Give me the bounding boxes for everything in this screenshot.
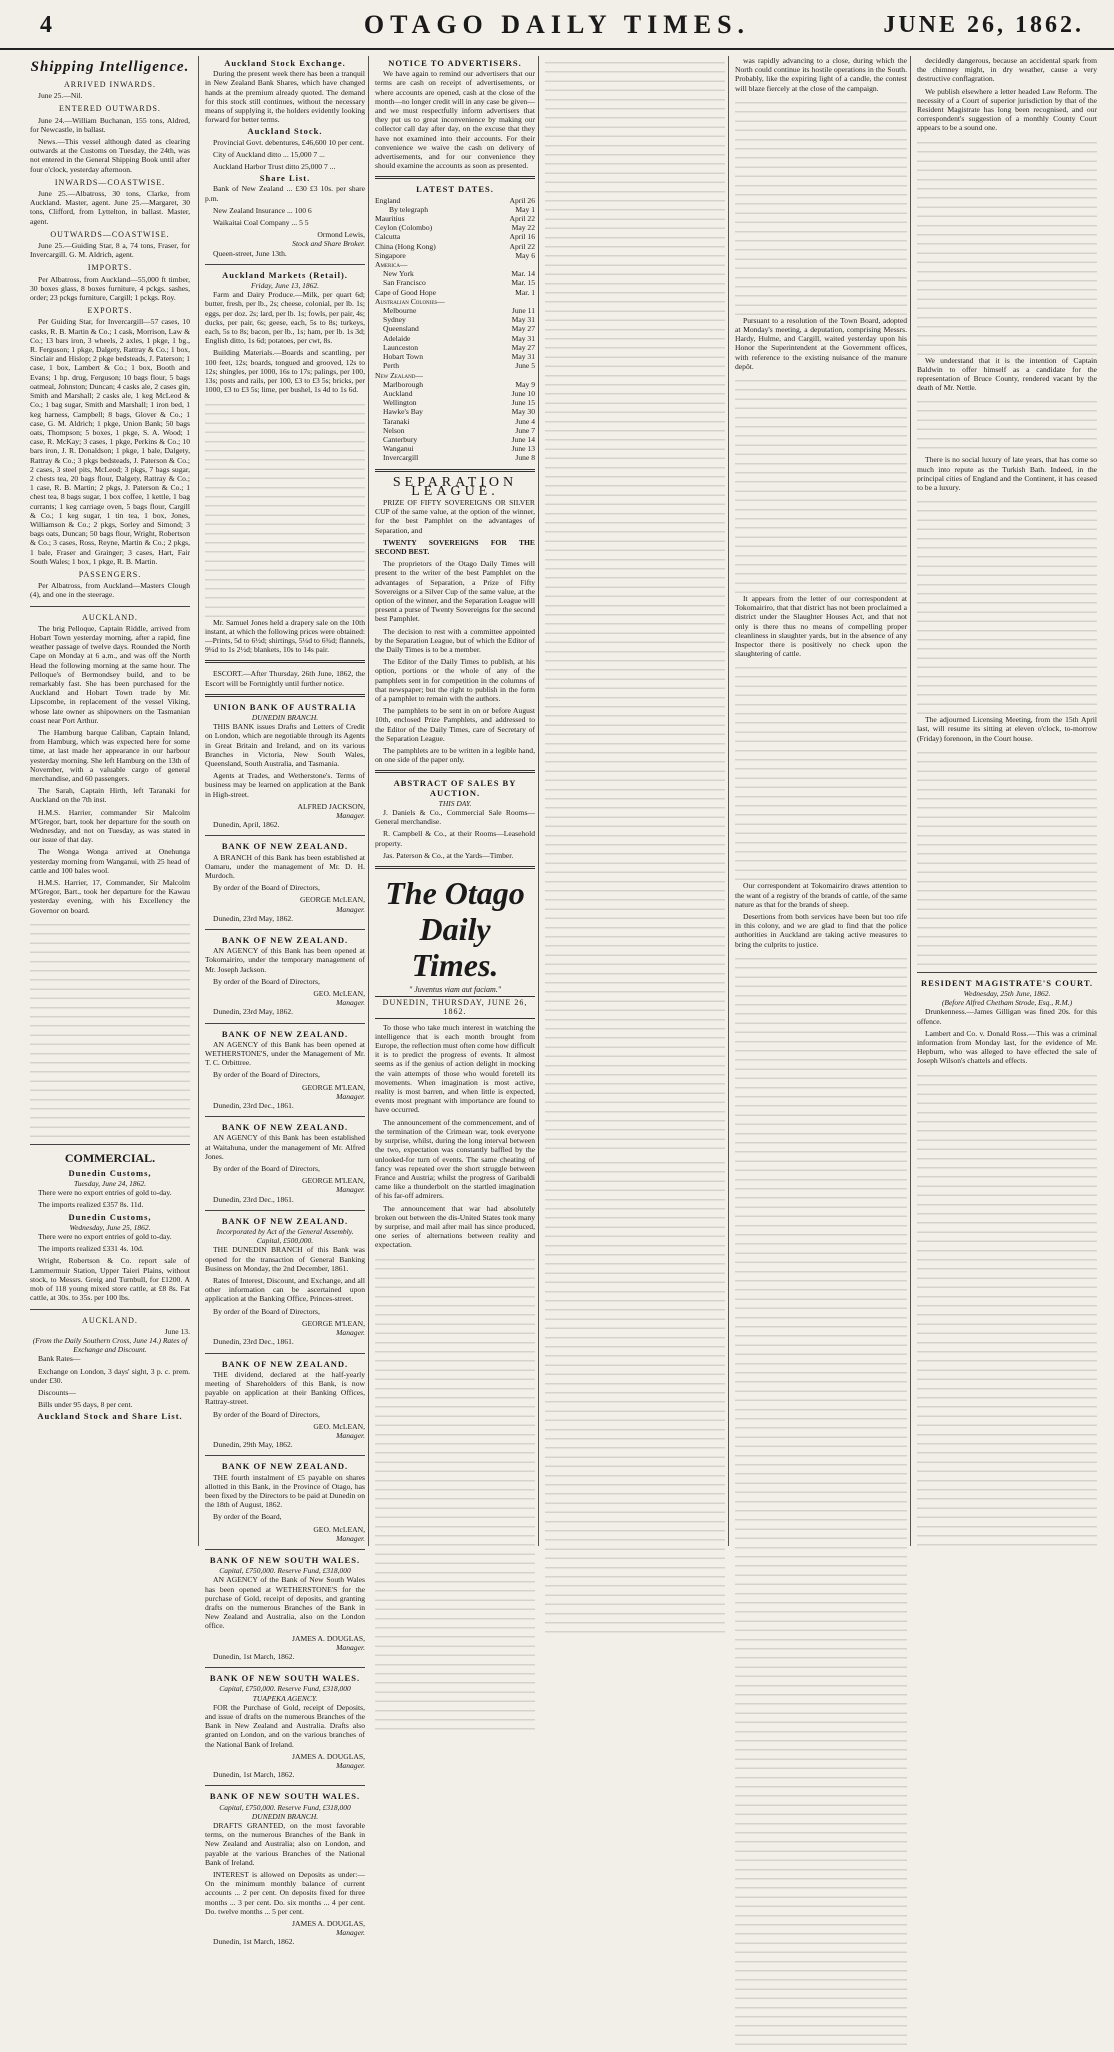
bills: Bills under 95 days, 8 per cent.	[38, 1400, 133, 1410]
divider	[205, 694, 365, 697]
table-row: Hobart Town May 31	[383, 352, 535, 362]
col6-p5: The adjourned Licensing Meeting, from the 15th April last, will resume its sitting at eleven o'clock, to-morrow (Friday) forenoon, in the Court house.	[917, 715, 1097, 743]
separation-league-heading: SEPARATION LEAGUE.	[392, 474, 518, 499]
auckland-p6: H.M.S. Harrier, 17, Commander, Sir Malcolm M'Gregor, Bart., took her departure for the Kawau yesterday evening, with his Excellency the Governor on board.	[30, 878, 190, 915]
separation-p5: The pamphlets are to be written in a legible hand, on one side of the paper only.	[375, 746, 535, 765]
stock-exchange-heading: Auckland Stock Exchange.	[224, 58, 346, 68]
divider	[205, 264, 365, 265]
stock-table-title: Auckland Stock.	[247, 126, 323, 137]
auction-sub: THIS DAY.	[438, 798, 472, 808]
divider	[205, 1353, 365, 1354]
bnz-text2: Rates of Interest, Discount, and Exchange, and all other information can be ascertained upon application at the Banking Office, Princes-street.	[205, 1276, 365, 1304]
bnz-heading: BANK OF NEW ZEALAND.	[221, 841, 349, 852]
discounts: Discounts—	[38, 1387, 76, 1397]
arrived-inwards-heading: ARRIVED INWARDS.	[64, 80, 156, 89]
text-lines	[375, 1253, 535, 1733]
divider	[375, 866, 535, 869]
drapery-sale-text: Mr. Samuel Jones held a drapery sale on the 10th instant, at which the following prices were obtained:—Prints, 5d to 6½d; shirtings, 5¼d to 6¾d; flannels, 9¼d to 1s 2½d; blankets, 10s to 14s pair.	[205, 617, 365, 655]
text-lines	[917, 746, 1097, 966]
column-2	[198, 56, 371, 1947]
divider	[205, 660, 365, 663]
bnz-by-order: By order of the Board,	[213, 1512, 282, 1522]
bnz-text: AN AGENCY of this Bank has been opened at WETHERSTONE'S, under the Management of Mr. T. C. Orbittree.	[205, 1039, 365, 1068]
table-row: Adelaide May 31	[383, 333, 535, 343]
passengers-text: Per Albatross, from Auckland—Masters Clough (4), and one in the steerage.	[30, 581, 190, 600]
bnz-manager: Manager.	[336, 904, 365, 914]
union-bank-text: THIS BANK issues Drafts and Letters of Credit on London, which are negotiable through its Agents in Great Britain and Ireland, and on its various Branches in Victoria, New South Wales, Queensland, South Australia, and Tasmania.	[205, 722, 365, 768]
auction-line: Jas. Paterson & Co., at the Yards—Timber.	[383, 850, 514, 860]
text-lines	[735, 952, 907, 2052]
table-row: Perth June 5	[383, 361, 535, 371]
newspaper-title: OTAGO DAILY TIMES.	[363, 10, 751, 39]
bnsw-capital: Capital, £750,000. Reserve Fund, £318,000	[219, 1566, 351, 1576]
bnsw-heading: BANK OF NEW SOUTH WALES.	[209, 1554, 361, 1565]
divider	[205, 1785, 365, 1786]
passengers-heading: PASSENGERS.	[78, 569, 142, 579]
auction-heading: ABSTRACT OF SALES BY AUCTION.	[393, 778, 517, 798]
bnz-heading: BANK OF NEW ZEALAND.	[221, 1215, 349, 1226]
auction-line: J. Daniels & Co., Commercial Sale Rooms—General merchandise.	[375, 808, 535, 827]
bnsw-date: Dunedin, 1st March, 1862.	[213, 1770, 295, 1780]
table-row: Ceylon (Colombo) May 22	[375, 223, 535, 233]
divider	[375, 176, 535, 179]
bnsw-signature: JAMES A. DOUGLAS,	[292, 1751, 365, 1761]
bnz-signature: GEORGE M'LEAN,	[302, 1082, 365, 1092]
bnz-manager: Manager.	[336, 998, 365, 1008]
table-row: San Francisco Mar. 15	[383, 278, 535, 288]
timber-text: Building Materials.—Boards and scantling, per 100 feet, 12s; boards, tongued and grooved, 12s to 12s; shingles, per 1000, 16s to 17s; palings, per 100, 13s; posts and rails, per 100, £3 to £3 5s; bricks, per 1000, £3 to £3 5s; lime, per bushel, 1s 4d to 1s 6d.	[205, 348, 365, 395]
issue-date: JUNE 26, 1862.	[883, 12, 1084, 38]
bnz-manager: Manager.	[336, 1185, 365, 1195]
bnsw-interest: INTEREST is allowed on Deposits as under:— On the minimum monthly balance of current accounts ... 2 per cent. On deposits fixed for three months ... 3 per cent. Do. six months ... 4 per cent. Do. twelve months ... 5 per cent.	[205, 1870, 365, 1916]
bnsw-text: FOR the Purchase of Gold, receipt of Deposits, and issue of drafts on the numerous Branches of the Bank in New Zealand and Australia. Drafts also granted on London, and on the various branches of the National Bank of Ireland.	[205, 1702, 365, 1749]
text-lines	[735, 374, 907, 594]
table-row: America—	[375, 260, 408, 270]
column-6	[910, 56, 1103, 1546]
union-bank-branch: DUNEDIN BRANCH.	[251, 712, 319, 722]
table-row: Cape of Good Hope Mar. 1	[375, 287, 535, 297]
bnsw-text: DRAFTS GRANTED, on the most favorable terms, on the numerous Branches of the Bank in New Zealand and Australia; also on London, and payable at the various Branches of the National Bank of Ireland.	[205, 1821, 365, 1867]
text-lines	[735, 96, 907, 316]
divider	[205, 1210, 365, 1211]
coastwise-out-text: June 25.—Guiding Star, 8 a, 74 tons, Fraser, for Invercargill. G. M. Aldrich, agent.	[30, 241, 190, 260]
page-number: 4	[40, 12, 52, 38]
text-lines	[735, 661, 907, 881]
table-row: Wanganui June 13	[383, 444, 535, 454]
bnsw-date: Dunedin, 1st March, 1862.	[213, 1937, 295, 1947]
editorial-dateline: DUNEDIN, THURSDAY, JUNE 26, 1862.	[375, 996, 535, 1018]
divider	[30, 1309, 190, 1310]
bnz-signature: GEORGE M'LEAN,	[302, 1318, 365, 1328]
exports-text: Per Guiding Star, for Invercargill—57 cases, 10 casks, R. B. Martin & Co.; 1 cask, Morrison, Law & Co.; 13 bars iron, 3 wheels, 2 axles, 1 pkge, 1 bg., R. Ferguson; 1 pkge, Dalgety, Rattray & Co.; 1 box, Sinclair and Hislop; 2 pkge bedsteads, J. Paterson; 1 case, 1 box, Lambert & Co.; 1 box, Booth and Evans; 1 hp. drug, Ferguson; 10 bags flour, 5 bags oatmeal, Johnston; Duncan; 4 casks ale, 2 cases gin, Smith and Marshall; 2 casks ale, 1 keg McLeod & Co.; 1 bag sugar, Smith and Marshall; 1 iron bed, 1 keg harness, Campbell; 8 bags, Glover & Co.; 1 case, G. M. Aldrich; 1 pkge, Union Bank; 50 bags oats, Thompson; 5 boxes, 1 pkge, S. A. Wood; 1 case, R. McKay; 3 cases, 1 pkge, Perkins & Co.; 10 bars iron, J. R. Donaldson; 1 pkge, 1 bale, Dalgety, Rattray & Co.; 3 pkgs bedsteads, J. Paterson & Co.; 2 cases, 3 steel pits, McLeod; 3 pkgs, 7 bags sugar, 2 chests tea, 20 bags flour, Dalgety, Rattray & Co.; 1 case, R. B. Martin; 2 pkgs, J. Paterson & Co.; 1 chest tea, 8 bags sugar, 1 box coffee, 1 kettle, 1 bag currants; 1 keg carriage oven, 5 bags flour, Cargill & Co.; 1 keg sugar, 1 tin tea, 1 box, Jones, Williamson & Co.; 2 pkgs, Sorley and Simond; 3 bags oats, Duncan; 50 bags flour, Wright, Robertson & Co.; 3 cases, Ross, Reyne, Martin & Co.; 2 pkgs, 1 bale, Fraser and Grainger; 3 cases, Hart, Fair South Wales; 1 box, 1 pkge, R. B. Martin.	[30, 317, 190, 566]
editorial-p3: The announcement that war had absolutely broken out between the dis-United States took many by surprise, and mail after mail has since produced, one series of alternations between reality and expectation.	[375, 1203, 535, 1250]
union-bank-manager: Manager.	[336, 810, 365, 820]
divider	[205, 1023, 365, 1024]
bnz-heading: BANK OF NEW ZEALAND.	[221, 934, 349, 945]
bnsw-date: Dunedin, 1st March, 1862.	[213, 1651, 295, 1661]
customs1-date: Tuesday, June 24, 1862.	[73, 1179, 147, 1189]
bnz-text: THE DUNEDIN BRANCH of this Bank was opened for the transaction of General Banking Business on Monday, the 2nd December, 1861.	[205, 1245, 365, 1273]
bnsw-agency: TUAPEKA AGENCY.	[252, 1693, 318, 1703]
auction-line: R. Campbell & Co., at their Rooms—Leasehold property.	[375, 829, 535, 848]
bank-rates: Bank Rates—	[38, 1354, 81, 1364]
bnz-heading: BANK OF NEW ZEALAND.	[221, 1028, 349, 1039]
bnsw-capital: Capital, £750,000. Reserve Fund, £318,000	[219, 1684, 351, 1694]
column-5	[728, 56, 913, 1546]
share-line: New Zealand Insurance ... 100 6	[213, 205, 312, 215]
divider	[205, 1549, 365, 1550]
bnsw-manager: Manager.	[336, 1642, 365, 1652]
auckland-commercial-source: (From the Daily Southern Cross, June 14.) Rates of Exchange and Discount.	[32, 1335, 188, 1355]
bnz-manager: Manager.	[336, 1430, 365, 1440]
table-row: Launceston May 27	[383, 342, 535, 352]
table-row: Sydney May 31	[383, 315, 535, 325]
arrived-text: June 25.—Nil.	[38, 91, 83, 101]
separation-prize2: TWENTY SOVEREIGNS FOR THE SECOND BEST.	[375, 537, 535, 556]
escort-notice: ESCORT.—After Thursday, 26th June, 1862, the Escort will be Fortnightly until further notice.	[205, 669, 365, 688]
markets-date: Friday, June 13, 1862.	[251, 281, 319, 291]
customs2-title: Dunedin Customs,	[68, 1211, 152, 1222]
col6-p3: We understand that it is the intention of Captain Baldwin to offer himself as a candidate for the representation of Bruce County, rendered vacant by the death of Mr. Nettle.	[917, 355, 1097, 393]
masthead	[0, 0, 1114, 50]
divider	[205, 1455, 365, 1456]
bnz-heading: BANK OF NEW ZEALAND.	[221, 1358, 349, 1369]
bnz-by-order: By order of the Board of Directors,	[213, 1164, 320, 1174]
bnz-text: A BRANCH of this Bank has been established at Oamaru, under the management of Mr. D. H. Murdoch.	[205, 852, 365, 880]
exports-heading: EXPORTS.	[87, 306, 133, 316]
table-row: New York Mar. 14	[383, 269, 535, 279]
table-row: Auckland June 10	[383, 388, 535, 398]
court-heading: RESIDENT MAGISTRATE'S COURT.	[921, 977, 1093, 988]
auckland-p4: H.M.S. Harrier, commander Sir Malcolm M'Gregor, bart, took her departure for the south on Wednesday, and not on Tuesday, as was stated in our issue of that day.	[30, 807, 190, 845]
divider	[375, 770, 535, 773]
bnz-by-order: By order of the Board of Directors,	[213, 1070, 320, 1080]
table-row: England April 26	[375, 195, 535, 205]
divider	[917, 972, 1097, 973]
col6-p2: We publish elsewhere a letter headed Law Reform. The necessity of a Court of superior jurisdiction by that of the Resident Magistrate has long been recognised, and our correspondent's suggestion of a monthly County Court appears to be a sound one.	[917, 86, 1097, 133]
coastwise-in-heading: INWARDS—COASTWISE.	[54, 177, 166, 187]
table-row: Marlborough May 9	[383, 379, 535, 389]
table-row: Invercargill June 8	[383, 453, 535, 463]
editorial-motto: " Juventus viam aut faciam."	[408, 985, 502, 995]
text-lines	[205, 398, 365, 618]
col5-p1: was rapidly advancing to a close, during which the North could continue its hostile operations in the South. Probably, like the expiring light of a candle, the contest will blaze fiercely at the close of the campaign.	[735, 56, 907, 93]
table-row: New Zealand—	[375, 370, 423, 380]
court-date: Wednesday, 25th June, 1862.	[963, 989, 1051, 999]
stock-line: Auckland Harbor Trust ditto 25,000 7 ...	[213, 162, 336, 172]
union-bank-date: Dunedin, April, 1862.	[213, 820, 280, 830]
share-line: Waikaitai Coal Company ... 5 5	[213, 218, 309, 228]
notice-text: We have again to remind our advertisers that our terms are cash on receipt of advertisements, or where accounts are opened, cash at the close of the month—no longer credit will in any case be given—and we must respectfully inform advertisers that they put us to great inconvenience by making our collector call day after day, on the excuse that they have not examined into their accounts. For their convenience we waive the cash on delivery of advertisements, and for our convenience they should examine the accounts as soon as presented.	[375, 69, 535, 171]
bnz-date: Dunedin, 23rd Dec., 1861.	[213, 1194, 294, 1204]
bnz-date: Dunedin, 23rd Dec., 1861.	[213, 1101, 294, 1111]
col5-p2: Pursuant to a resolution of the Town Board, adopted at Monday's meeting, a deputation, comprising Messrs. Hardy, Hulme, and Cargill, waited yesterday upon his Honor the Superintendent at the Government offices, with reference to the existing nuisance of the manure depôt.	[735, 315, 907, 371]
separation-p3: The Editor of the Daily Times to publish, at his option, portions or the whole of any of the pamphlets sent in for competition in the columns of that newspaper; but the right to publish in the form of a pamphlet to remain with the authors.	[375, 657, 535, 703]
commercial-footer: Auckland Stock and Share List.	[37, 1411, 183, 1422]
bnz-signature: GEORGE M'LEAN,	[302, 1176, 365, 1186]
markets-title: Auckland Markets (Retail).	[222, 269, 348, 280]
table-row: Melbourne June 11	[383, 306, 535, 316]
auckland-heading: AUCKLAND.	[82, 612, 138, 622]
table-row: Mauritius April 22	[375, 214, 535, 224]
editorial-masthead: The Otago Daily Times.	[385, 875, 525, 984]
bnz-signature: GEO. McLEAN,	[313, 989, 365, 998]
text-lines	[30, 918, 190, 1138]
bnz-heading: BANK OF NEW ZEALAND.	[221, 1461, 349, 1472]
latest-dates-heading: LATEST DATES.	[416, 184, 494, 195]
bnsw-manager: Manager.	[336, 1928, 365, 1938]
separation-p4: The pamphlets to be sent in on or before August 10th, enclosed Prize Pamphlets, and addressed to the Editor of the Daily Times, care of Secretary of the Separation League.	[375, 706, 535, 743]
entered-outwards-heading: ENTERED OUTWARDS.	[59, 104, 161, 114]
table-row: Calcutta April 16	[375, 232, 535, 242]
bnz-date: Dunedin, 23rd May, 1862.	[213, 1007, 294, 1017]
wright-report: Wright, Robertson & Co. report sale of Lammermuir Station, Upper Taieri Plains, without stock, to Messrs. Greig and Turnbull, for £1200. A mob of 118 young mixed store cattle, at £8 8s. Fat cattle, at 30s. to 35s. per 100 lbs.	[30, 1256, 190, 1303]
text-lines	[545, 1156, 725, 1636]
bnz-text: AN AGENCY of this Bank has been opened at Tokomairiro, under the temporary management of Mr. Joseph Jackson.	[205, 946, 365, 974]
bnsw-branch: DUNEDIN BRANCH.	[251, 1811, 319, 1821]
customs1-l2: The imports realized £357 8s. 11d.	[38, 1200, 144, 1210]
bnz-manager: Manager.	[336, 1328, 365, 1338]
auckland-p5: The Wonga Wonga arrived at Onehunga yesterday morning from Wanganui, with 25 head of cattle and 100 bales wool.	[30, 847, 190, 875]
bnz-by-order: By order of the Board of Directors,	[213, 976, 320, 986]
bnz-by-order: By order of the Board of Directors,	[213, 1409, 320, 1419]
auckland-commercial-date: June 13.	[164, 1326, 190, 1336]
col5-p3: It appears from the letter of our correspondent at Tokomairiro, that that district has not been proclaimed a district under the Slaughter Houses Act, and that not only is there thus no means of compelling proper cleanliness in slaughter yards, but in the absence of any Inspector there is positively no check upon the slaughtering of cattle.	[735, 594, 907, 659]
markets-text: Farm and Dairy Produce.—Milk, per quart 6d; butter, fresh, per lb., 2s; cheese, colonial, per lb. 1s; eggs, per doz. 2s; lard, per lb. 1s; fowls, per pair, 4s; ducks, per pair, 6s; geese, each, 5s to 8s; turkeys, each, 5s to 8s; bacon, per lb., 1s; ham, per lb. 1s 3d; English ditto, 1s 6d; potatoes, per cwt, 8s.	[205, 290, 365, 346]
separation-p2: The decision to rest with a committee appointed by the Separation League, but of which the Editor of the Daily Times is to be a member.	[375, 626, 535, 654]
customs1-l1: There were no export entries of gold to-day.	[38, 1188, 172, 1198]
editorial-p1: To those who take much interest in watching the intelligence that is each month brought from Europe, the reflection must often come how difficult it is to predict the progress of events. It almost seems as if the genius of action delight in mocking the vain attempts of those who would foretell its movements. When imagination is most active, reality is most barren, and when little is expected, events most pregnant with importance are found to have occurred.	[375, 1022, 535, 1115]
table-row: Nelson June 7	[383, 425, 535, 435]
col6-p4: There is no social luxury of late years, that has come so much into repute as the Turkish Bath. Indeed, in the principal cities of England and the Continent, it has ceased to be a luxury.	[917, 455, 1097, 493]
separation-prize1: PRIZE OF FIFTY SOVEREIGNS OR SILVER CUP of the same value, at the option of the winner, for the best Pamphlet on the advantages of Separation, and	[375, 497, 535, 535]
bnz-manager: Manager.	[336, 1091, 365, 1101]
bnz-heading: BANK OF NEW ZEALAND.	[221, 1122, 349, 1133]
bnz-text: THE fourth instalment of £5 payable on shares allotted in this Bank, in the Province of Otago, has been fixed by the Directors to be paid at Dunedin on the 18th of August, 1862.	[205, 1472, 365, 1510]
court-p2: Lambert and Co. v. Donald Ross.—This was a criminal information from Monday last, for the evidence of Mr. Hepburn, who was alleged to have effected the sale of Joseph Wilson's chattels and effects.	[917, 1028, 1097, 1066]
news-text: News.—This vessel although dated as clearing outwards at the Customs on Tuesday, the 24th, was not entered in the General Shipping Book until after four o'clock, yesterday afternoon.	[30, 137, 190, 174]
share-list-title: Share List.	[259, 173, 311, 184]
table-row: Canterbury June 14	[383, 434, 535, 444]
bnsw-capital: Capital, £750,000. Reserve Fund, £318,000	[219, 1802, 351, 1812]
bnsw-signature: JAMES A. DOUGLAS,	[292, 1633, 365, 1643]
bnz-date: Dunedin, 23rd May, 1862.	[213, 913, 294, 923]
auckland-p2: The Hamburg barque Caliban, Captain Inland, from Hamburg, which was expected here for some time, at last made her appearance in our harbour yesterday morning. She left Hamburg on the 13th of November, with a valuable cargo of general merchandise, and 60 passengers.	[30, 728, 190, 784]
column-4	[538, 56, 731, 1546]
stock-line: City of Auckland ditto ... 15,000 7 ...	[213, 149, 325, 159]
broker-title: Stock and Share Broker.	[292, 239, 365, 249]
table-row: China (Hong Kong) April 22	[375, 241, 535, 251]
court-before: (Before Alfred Chetham Strode, Esq., R.M.)	[941, 998, 1073, 1008]
col5-p5: Desertions from both services have been but too rife in this colony, and we are glad to find that the police authorities in Auckland are taking active measures to bring the culprits to justice.	[735, 912, 907, 949]
bnsw-manager: Manager.	[336, 1761, 365, 1771]
auckland-p3: The Sarah, Captain Hirth, left Taranaki for Auckland on the 7th inst.	[30, 786, 190, 805]
text-lines	[545, 56, 725, 1156]
bnz-manager: Manager.	[336, 1533, 365, 1543]
bnsw-signature: JAMES A. DOUGLAS,	[292, 1919, 365, 1929]
share-line: Bank of New Zealand ... £30 £3 10s. per share p.m.	[205, 184, 365, 203]
imports-text: Per Albatross, from Auckland—55,000 ft timber, 30 boxes glass, 8 boxes furniture, 4 pckgs. sashes, order; 23 pckgs furniture, Cargill; 1 pckgs. Roy.	[30, 274, 190, 303]
bnsw-text: AN AGENCY of the Bank of New South Wales has been opened at WETHERSTONE'S for the purchase of Gold, receipt of deposits, and granting drafts on the numerous Branches of the Bank in New Zealand and Australia, also on the London office.	[205, 1575, 365, 1631]
imports-heading: IMPORTS.	[87, 263, 133, 273]
commercial-heading: COMMERCIAL.	[64, 1150, 156, 1165]
bnz-by-order: By order of the Board of Directors,	[213, 883, 320, 893]
separation-p1: The proprietors of the Otago Daily Times will present to the writer of the best Pamphlet on the advantages of Separation, a Prize of Fifty Sovereigns or a Silver Cup of the same value, at the option of the winner, and the Separation League will present a purse of Twenty Sovereigns for the second best Pamphlet.	[375, 559, 535, 624]
union-bank-signature: ALFRED JACKSON,	[297, 801, 365, 811]
broker-name: Ormond Lewis,	[317, 230, 365, 240]
bnz-signature: GEORGE McLEAN,	[300, 895, 365, 905]
bnz-signature: GEO. McLEAN,	[313, 1524, 365, 1534]
customs2-date: Wednesday, June 25, 1862.	[69, 1222, 151, 1232]
entered-text: June 24.—William Buchanan, 155 tons, Aldred, for Newcastle, in ballast.	[30, 115, 190, 134]
auckland-commercial-heading: AUCKLAND.	[82, 1315, 138, 1325]
table-row: Singapore May 6	[375, 250, 535, 260]
customs1-title: Dunedin Customs,	[68, 1167, 152, 1178]
bnz-capital: Capital, £500,000.	[256, 1236, 314, 1246]
table-row: Taranaki June 4	[383, 416, 535, 426]
bnsw-heading: BANK OF NEW SOUTH WALES.	[209, 1791, 361, 1802]
text-lines	[917, 1069, 1097, 1549]
customs2-l2: The imports realized £331 4s. 10d.	[38, 1244, 144, 1254]
text-lines	[917, 395, 1097, 455]
divider	[205, 929, 365, 930]
union-bank-heading: UNION BANK OF AUSTRALIA	[213, 701, 357, 712]
divider	[205, 1667, 365, 1668]
coastwise-out-heading: OUTWARDS—COASTWISE.	[50, 229, 170, 239]
bnz-signature: GEO. McLEAN,	[313, 1421, 365, 1431]
union-bank-text2: Agents at Trades, and Wetherstone's. Terms of business may be learned on application at the Bank in High-street.	[205, 771, 365, 799]
col6-p1: decidedly dangerous, because an accidental spark from the chimney might, in dry weather, cause a very destructive conflagration.	[917, 56, 1097, 84]
table-row: Wellington June 15	[383, 398, 535, 408]
divider	[205, 1116, 365, 1117]
bnz-by-order: By order of the Board of Directors,	[213, 1306, 320, 1316]
auckland-p1: The brig Pelloque, Captain Riddle, arrived from Hobart Town yesterday morning, after a rapid, fine weather passage of twelve days. Rounded the North Cape on Monday at 6 a.m., and was off the North Head the following morning at the same hour. The Pelloque's of Bermondsey build, and to be remarkably fast. She has been purchased for the Auckland and Hobart Town trade by Mr. Lipscombe, in replacement of the vessel Viking, whose late owner as shipowners on the Tasmanian coast near Port Arthur.	[30, 623, 190, 725]
bnz-incorporated: Incorporated by Act of the General Assembly.	[216, 1227, 354, 1237]
exchange-london: Exchange on London, 3 days' sight, 3 p. c. prem. under £30.	[30, 1366, 190, 1385]
coastwise-in-text: June 25.—Albatross, 30 tons, Clarke, from Auckland. Master, agent. June 25.—Margaret, 30 tons, Clifford, from Lyttelton, in ballast. Master, agent.	[30, 189, 190, 226]
text-lines	[917, 136, 1097, 356]
latest-dates-table	[375, 196, 535, 463]
stock-intro: During the present week there has been a tranquil in New Zealand Bank Shares, which have changed hands at the premium already quoted. The demand for this stock still continues, without the necessary means of supplying it, the holders evidently looking forward for better terms.	[205, 69, 365, 125]
text-lines	[917, 495, 1097, 715]
notice-heading: NOTICE TO ADVERTISERS.	[388, 58, 522, 68]
editorial-p2: The announcement of the commencement, and of the termination of the Crimean war, took everyone by surprise, whilst, during the long interval between the two, expectation was constantly baffled by the unlooked-for turn of events. The same cheating of fancy was repeated over the short struggle between France and Austria; whilst the progress of Garibaldi came like a thunderbolt on the startled imagination of his far-off admirers.	[375, 1117, 535, 1201]
table-row: Queensland May 27	[383, 324, 535, 334]
shipping-heading: Shipping Intelligence.	[30, 59, 190, 75]
divider	[30, 1144, 190, 1145]
table-row: Australian Colonies—	[375, 296, 445, 306]
broker-address: Queen-street, June 13th.	[213, 248, 287, 258]
column-3	[368, 56, 541, 1546]
bnz-text: AN AGENCY of this Bank has been established at Waitahuna, under the management of Mr. Alfred Jones.	[205, 1133, 365, 1161]
stock-line: Provincial Govt. debentures, £46,600 10 per cent.	[213, 137, 364, 147]
bnsw-heading: BANK OF NEW SOUTH WALES.	[209, 1673, 361, 1684]
court-p1: Drunkenness.—James Gilligan was fined 20s. for this offence.	[917, 1007, 1097, 1026]
bnz-text: THE dividend, declared at the half-yearly meeting of Shareholders of this Bank, is now payable on application at their Banking Offices, Rattray-street.	[205, 1369, 365, 1407]
divider	[30, 606, 190, 607]
column-1	[30, 56, 196, 1546]
col5-p4: Our correspondent at Tokomairiro draws attention to the want of a registry of the brands of cattle, of the same nature as that for the brands of sheep.	[735, 881, 907, 909]
table-row: Hawke's Bay May 30	[383, 407, 535, 417]
customs2-l1: There were no export entries of gold to-day.	[38, 1232, 172, 1242]
divider	[375, 469, 535, 472]
bnz-date: Dunedin, 29th May, 1862.	[213, 1440, 293, 1450]
table-row: By telegraph May 1	[389, 204, 535, 214]
divider	[205, 835, 365, 836]
bnz-date: Dunedin, 23rd Dec., 1861.	[213, 1337, 294, 1347]
